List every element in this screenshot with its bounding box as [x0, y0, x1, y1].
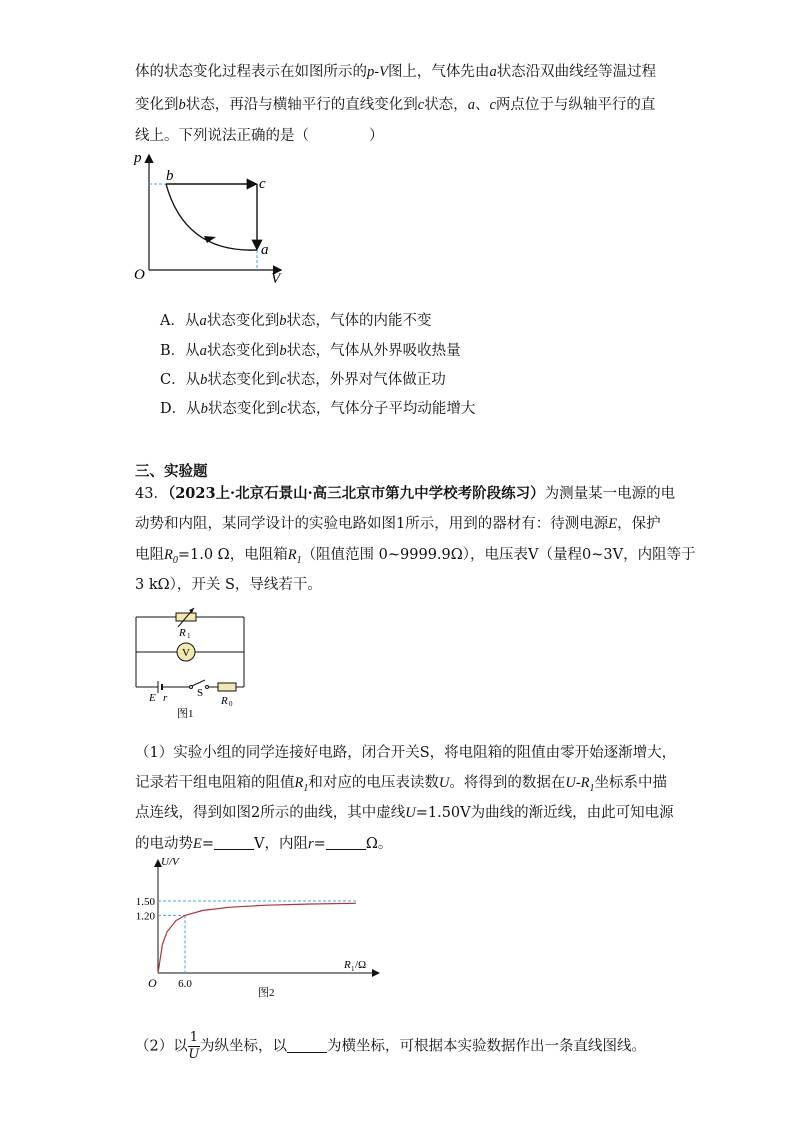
process-a-b	[166, 184, 257, 250]
var: R	[294, 775, 304, 791]
var: a	[467, 97, 475, 113]
text: 图上，气体先由	[387, 64, 490, 80]
part2-line	[135, 1030, 646, 1063]
question-number: 43．	[135, 486, 168, 502]
var: E	[608, 516, 618, 532]
text: 状态，气体分子平均动能增大	[286, 401, 476, 417]
text: 体的状态变化过程表示在如图所示的	[135, 64, 367, 80]
text: 状态变化到	[206, 343, 280, 359]
q43-line-2	[135, 514, 661, 534]
fraction-numerator: 1	[189, 1030, 199, 1045]
var: c	[279, 372, 287, 388]
label-e: E	[149, 692, 156, 704]
q43-line-4	[135, 575, 322, 595]
circuit-diagram	[130, 605, 250, 720]
var: b	[279, 313, 287, 329]
option-d	[160, 399, 475, 419]
var: b	[178, 97, 186, 113]
var: U	[405, 805, 416, 821]
var: c	[280, 401, 287, 417]
fraction-1-over-u	[188, 1030, 200, 1063]
q43-line-3	[135, 545, 696, 571]
label-r1: R	[179, 627, 186, 639]
var-sub: 1	[303, 782, 309, 794]
text: C．从	[160, 372, 201, 388]
y-tick-label-1-50: 1.50	[135, 896, 155, 908]
var: R	[287, 547, 297, 563]
text: =	[313, 836, 326, 852]
var: b	[279, 343, 287, 359]
text: （1）实验小组的同学连接好电路，闭合开关S，将电阻箱的阻值由零开始逐渐增大，	[135, 745, 677, 761]
text: 、	[474, 97, 490, 113]
label-O: O	[134, 267, 145, 283]
var: c	[489, 97, 496, 113]
part1-line-4	[135, 834, 392, 854]
text: =1.0 Ω，电阻箱	[177, 547, 288, 563]
var: R	[164, 547, 173, 563]
circuit-caption: 图1	[177, 708, 194, 720]
pv-graph	[130, 150, 300, 285]
text: 动势和内阻，某同学设计的实验电路如图1所示，用到的器材有：待测电源	[135, 516, 609, 532]
text: D．从	[160, 401, 201, 417]
text: 状态，	[424, 97, 468, 113]
text: 电阻	[135, 547, 164, 563]
label-r: r	[163, 692, 168, 704]
var: a	[199, 343, 207, 359]
intro-line-1	[135, 62, 656, 82]
text: 线上。下列说法正确的是（	[135, 128, 309, 144]
section-title: 三、实验题	[135, 463, 208, 480]
text: ，保护	[617, 516, 661, 532]
var: c	[417, 97, 425, 113]
var: U-R	[565, 775, 590, 791]
u-r1-chart	[128, 855, 388, 1005]
label-v: V	[182, 647, 190, 659]
label-r1-sub: 1	[187, 632, 191, 640]
text: 状态，再沿与横轴平行的直线变化到	[185, 97, 418, 113]
var: E	[193, 836, 202, 852]
answer-blank-internal-resistance[interactable]	[326, 835, 366, 850]
text: 为横坐标，可根据本实验数据作出一条直线图线。	[327, 1038, 647, 1055]
option-a	[160, 311, 431, 331]
var: U	[438, 775, 450, 791]
text: 状态，气体的内能不变	[286, 313, 432, 329]
part1-line-2	[135, 773, 667, 799]
label-r0: R	[221, 695, 228, 707]
var: b	[200, 372, 208, 388]
var-sub: 1	[589, 782, 595, 794]
var: r	[308, 836, 314, 852]
text: 坐标系中描	[594, 775, 668, 791]
label-c: c	[259, 176, 266, 192]
text: 状态沿双曲线经等温过程	[496, 64, 657, 80]
answer-blank-emf[interactable]	[214, 835, 254, 850]
text: 3 kΩ），开关 S，导线若干。	[135, 577, 322, 593]
text: 为纵坐标，以	[200, 1038, 288, 1055]
intro-line-2	[135, 95, 655, 115]
text: 的电动势	[135, 836, 193, 852]
fraction-denominator: U	[188, 1047, 200, 1062]
text: A．从	[160, 313, 200, 329]
chart-title: 图2	[258, 987, 275, 999]
text: 和对应的电压表读数	[308, 775, 439, 791]
label-a: a	[261, 242, 269, 258]
part1-line-3	[135, 803, 674, 823]
var-sub: 1	[296, 554, 302, 566]
variable-arrowhead	[189, 608, 194, 613]
text: =	[201, 836, 215, 852]
option-c	[160, 370, 446, 390]
resistor-box-r0	[218, 683, 236, 691]
text: Ω。	[365, 836, 393, 852]
q43-line-1	[135, 484, 675, 504]
question-source: （2023上·北京石景山·高三北京市第九中学校考阶段练习）	[167, 485, 545, 502]
part1-line-1	[135, 743, 676, 763]
var: a	[489, 64, 497, 80]
y-tick-label-1-20: 1.20	[135, 910, 155, 923]
chart-xlabel-unit: /Ω	[355, 959, 367, 971]
option-b	[160, 341, 461, 361]
var-sub: 0	[172, 554, 178, 566]
text: 状态变化到	[207, 372, 280, 388]
text: 状态变化到	[207, 401, 281, 417]
chart-ylabel: U/V	[161, 856, 179, 868]
u-r1-curve	[158, 903, 356, 973]
text: （2）以	[135, 1038, 188, 1055]
chart-xlabel-sub: 1	[351, 965, 355, 973]
text: B．从	[160, 343, 200, 359]
text: 状态，外界对气体做正功	[286, 372, 446, 388]
text: ）	[369, 128, 384, 144]
label-s: S	[197, 687, 204, 699]
intro-line-3	[135, 126, 384, 146]
text: 点连线，得到如图2所示的曲线，其中虚线	[135, 805, 406, 821]
text: 为测量某一电源的电	[544, 486, 676, 502]
label-p: p	[134, 150, 142, 166]
text: 。将得到的数据在	[449, 775, 566, 791]
chart-xlabel-main: R	[344, 959, 351, 971]
chart-origin: O	[148, 976, 157, 990]
label-r0-sub: 0	[229, 700, 233, 708]
text: V，内阻	[254, 836, 308, 852]
text: 变化到	[135, 97, 179, 113]
text: 状态变化到	[206, 313, 280, 329]
label-V: V	[271, 271, 281, 287]
var: a	[199, 313, 207, 329]
var: p-V	[367, 64, 388, 80]
var: b	[200, 401, 208, 417]
text: 两点位于与纵轴平行的直	[495, 97, 656, 113]
text: =1.50V为曲线的渐近线，由此可知电源	[415, 805, 674, 821]
text: 状态，气体从外界吸收热量	[286, 343, 461, 359]
switch-lever	[192, 680, 205, 686]
answer-blank-x-axis[interactable]	[287, 1038, 327, 1053]
x-tick-label-6-0: 6.0	[178, 978, 192, 990]
label-b: b	[166, 168, 174, 184]
text: 记录若干组电阻箱的阻值	[135, 775, 295, 791]
text: （阻值范围 0~9999.9Ω），电压表V（量程0~3V，内阻等于	[301, 547, 696, 563]
